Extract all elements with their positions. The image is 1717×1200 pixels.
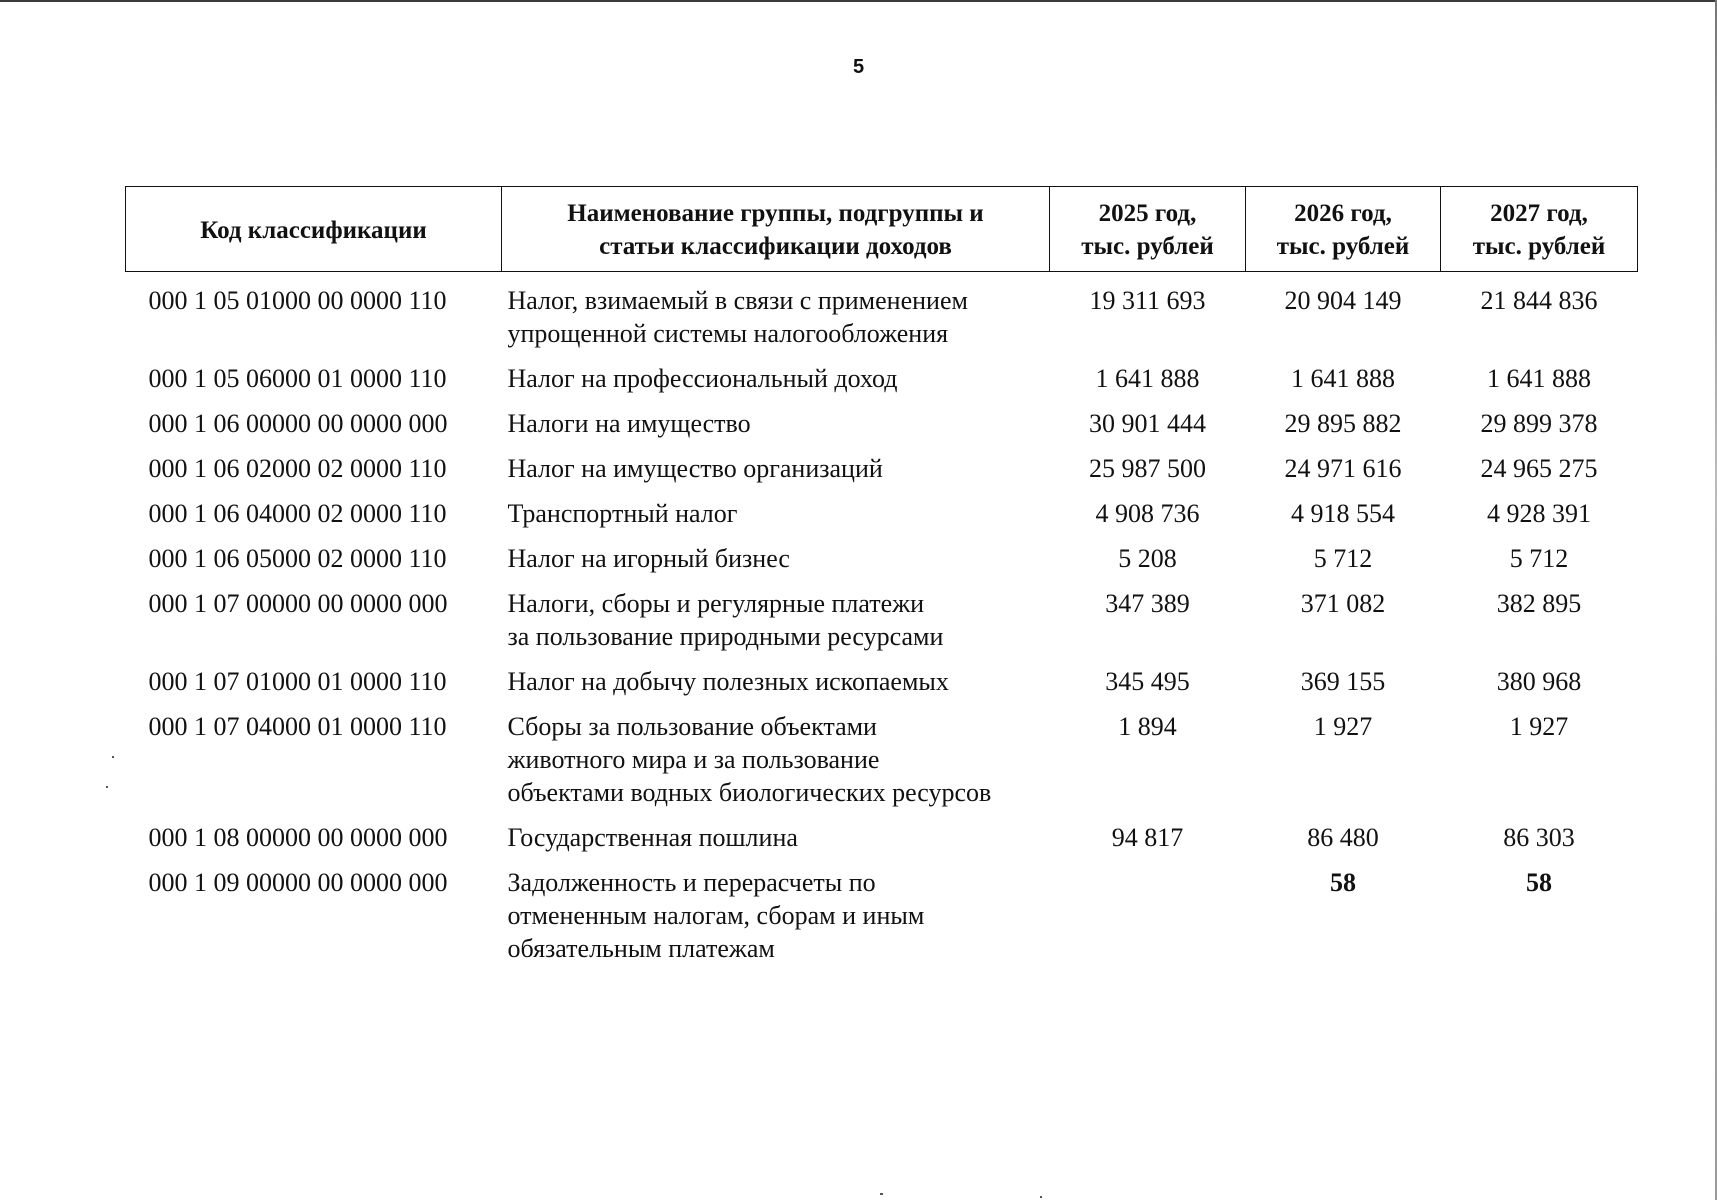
scan-speck bbox=[880, 1193, 883, 1195]
cell-name-line: за пользование природными ресурсами bbox=[507, 622, 944, 651]
scan-speck bbox=[1040, 1196, 1042, 1198]
row-spacer-cell bbox=[126, 395, 1638, 407]
cell-name-line: Сборы за пользование объектами bbox=[507, 712, 877, 741]
cell-value-2025: 30 901 444 bbox=[1089, 409, 1206, 438]
cell-name bbox=[502, 452, 1050, 485]
cell-value-2026: 371 082 bbox=[1300, 589, 1386, 618]
header-name: Наименование группы, подгруппы и статьи классификации доходов bbox=[502, 187, 1050, 272]
cell-code: 000 1 07 04000 01 0000 110 bbox=[148, 712, 447, 741]
cell-value-2025 bbox=[1050, 866, 1246, 965]
cell-value-2027: 21 844 836 bbox=[1480, 286, 1598, 315]
cell-code: 000 1 05 01000 00 0000 110 bbox=[148, 286, 447, 315]
row-spacer-cell bbox=[126, 530, 1638, 542]
cell-name-line: Налог, взимаемый в связи с применением bbox=[507, 286, 968, 315]
cell-code: 000 1 05 06000 01 0000 110 bbox=[148, 364, 447, 393]
cell-value-2025: 94 817 bbox=[1111, 823, 1184, 852]
cell-name-line: отмененным налогам, сборам и иным bbox=[507, 901, 925, 930]
cell-code: 000 1 07 01000 01 0000 110 bbox=[148, 667, 447, 696]
cell-value-2026: 1 641 888 bbox=[1291, 364, 1395, 393]
cell-value-2025: 347 389 bbox=[1105, 589, 1190, 618]
cell-value-2025: 19 311 693 bbox=[1089, 286, 1206, 315]
cell-name-line: упрощенной системы налогообложения bbox=[507, 319, 949, 348]
cell-value-2027: 1 927 bbox=[1509, 712, 1569, 741]
cell-name-line: обязательным платежам bbox=[507, 934, 775, 963]
page-number: 5 bbox=[852, 56, 865, 78]
row-spacer bbox=[126, 530, 1638, 542]
cell-value-2026: 86 480 bbox=[1307, 823, 1379, 852]
cell-value-2025: 1 641 888 bbox=[1095, 364, 1200, 393]
cell-value-2026: 29 895 882 bbox=[1284, 409, 1402, 438]
row-spacer bbox=[126, 272, 1638, 285]
cell-value-2027: 1 641 888 bbox=[1487, 364, 1591, 393]
cell-name-line: Транспортный налог bbox=[507, 499, 738, 528]
table-row bbox=[126, 362, 1638, 395]
header-2027: 2027 год, тыс. рублей bbox=[1441, 187, 1638, 272]
cell-name-line: Налоги, сборы и регулярные платежи bbox=[507, 589, 925, 618]
table-row bbox=[126, 587, 1638, 653]
cell-name-line: Налог на профессиональный доход bbox=[507, 364, 898, 393]
cell-value-2026: 58 bbox=[1330, 868, 1356, 897]
row-spacer-cell bbox=[126, 698, 1638, 710]
scan-speck bbox=[106, 786, 108, 788]
cell-name bbox=[502, 665, 1050, 698]
cell-name bbox=[502, 284, 1050, 350]
table-row bbox=[126, 497, 1638, 530]
cell-value-2025: 1 894 bbox=[1118, 712, 1177, 741]
cell-code: 000 1 06 05000 02 0000 110 bbox=[148, 544, 447, 573]
row-spacer-cell bbox=[126, 854, 1638, 866]
row-spacer-cell bbox=[126, 575, 1638, 587]
cell-name-line: Налоги на имущество bbox=[507, 409, 751, 438]
cell-name-line: Задолженность и перерасчеты по bbox=[507, 868, 876, 897]
row-spacer bbox=[126, 653, 1638, 665]
cell-value-2027: 86 303 bbox=[1503, 823, 1575, 852]
cell-value-2027: 58 bbox=[1526, 868, 1552, 897]
row-spacer bbox=[126, 440, 1638, 452]
row-spacer-cell bbox=[126, 485, 1638, 497]
cell-code: 000 1 07 00000 00 0000 000 bbox=[148, 589, 448, 618]
cell-value-2027: 29 899 378 bbox=[1480, 409, 1598, 438]
cell-value-2027: 4 928 391 bbox=[1487, 499, 1591, 528]
row-spacer-cell bbox=[126, 440, 1638, 452]
cell-value-2026: 1 927 bbox=[1313, 712, 1373, 741]
cell-name-line: животного мира и за пользование bbox=[507, 745, 880, 774]
row-spacer bbox=[126, 395, 1638, 407]
row-spacer bbox=[126, 485, 1638, 497]
cell-value-2025: 5 208 bbox=[1118, 544, 1177, 573]
cell-value-2026: 24 971 616 bbox=[1284, 454, 1402, 483]
row-spacer-cell bbox=[126, 350, 1638, 362]
cell-value-2027: 380 968 bbox=[1496, 667, 1582, 696]
row-spacer-cell bbox=[126, 809, 1638, 821]
revenue-table bbox=[125, 186, 1638, 965]
cell-value-2027: 382 895 bbox=[1496, 589, 1582, 618]
cell-value-2026: 5 712 bbox=[1313, 544, 1373, 573]
row-spacer bbox=[126, 350, 1638, 362]
cell-name-line: Государственная пошлина bbox=[507, 823, 798, 852]
cell-code: 000 1 06 00000 00 0000 000 bbox=[148, 409, 448, 438]
cell-value-2025: 345 495 bbox=[1105, 667, 1190, 696]
cell-name bbox=[502, 542, 1050, 575]
table-row bbox=[126, 821, 1638, 854]
cell-value-2026: 20 904 149 bbox=[1284, 286, 1402, 315]
row-spacer-cell bbox=[126, 272, 1638, 285]
cell-name bbox=[502, 587, 1050, 653]
cell-value-2026: 4 918 554 bbox=[1291, 499, 1395, 528]
row-spacer bbox=[126, 698, 1638, 710]
table-body bbox=[126, 272, 1638, 966]
table-row bbox=[126, 284, 1638, 350]
row-spacer-cell bbox=[126, 653, 1638, 665]
row-spacer bbox=[126, 854, 1638, 866]
cell-value-2025: 25 987 500 bbox=[1089, 454, 1206, 483]
cell-value-2027: 24 965 275 bbox=[1480, 454, 1598, 483]
cell-code: 000 1 09 00000 00 0000 000 bbox=[148, 868, 448, 897]
cell-code: 000 1 06 04000 02 0000 110 bbox=[148, 499, 447, 528]
table-row bbox=[126, 542, 1638, 575]
cell-value-2027: 5 712 bbox=[1509, 544, 1569, 573]
cell-name bbox=[502, 710, 1050, 809]
cell-name-line: Налог на добычу полезных ископаемых bbox=[507, 667, 949, 696]
row-spacer bbox=[126, 809, 1638, 821]
table-row bbox=[126, 452, 1638, 485]
cell-value-2026: 369 155 bbox=[1300, 667, 1386, 696]
cell-code: 000 1 06 02000 02 0000 110 bbox=[148, 454, 447, 483]
cell-value-2025: 4 908 736 bbox=[1095, 499, 1200, 528]
table-row bbox=[126, 710, 1638, 809]
table-row bbox=[126, 866, 1638, 965]
table-header-row bbox=[126, 187, 1638, 272]
cell-name bbox=[502, 821, 1050, 854]
scan-edge-top bbox=[0, 0, 1717, 2]
cell-name bbox=[502, 866, 1050, 965]
row-spacer bbox=[126, 575, 1638, 587]
cell-name bbox=[502, 362, 1050, 395]
cell-name bbox=[502, 407, 1050, 440]
header-code: Код классификации bbox=[126, 187, 502, 272]
table-row bbox=[126, 407, 1638, 440]
cell-name-line: Налог на имущество организаций bbox=[507, 454, 883, 483]
header-2026: 2026 год, тыс. рублей bbox=[1246, 187, 1441, 272]
table-row bbox=[126, 665, 1638, 698]
header-2025: 2025 год, тыс. рублей bbox=[1050, 187, 1246, 272]
cell-name-line: Налог на игорный бизнес bbox=[507, 544, 790, 573]
cell-code: 000 1 08 00000 00 0000 000 bbox=[148, 823, 448, 852]
scan-speck bbox=[112, 756, 114, 758]
cell-name bbox=[502, 497, 1050, 530]
cell-name-line: объектами водных биологических ресурсов bbox=[507, 778, 992, 807]
